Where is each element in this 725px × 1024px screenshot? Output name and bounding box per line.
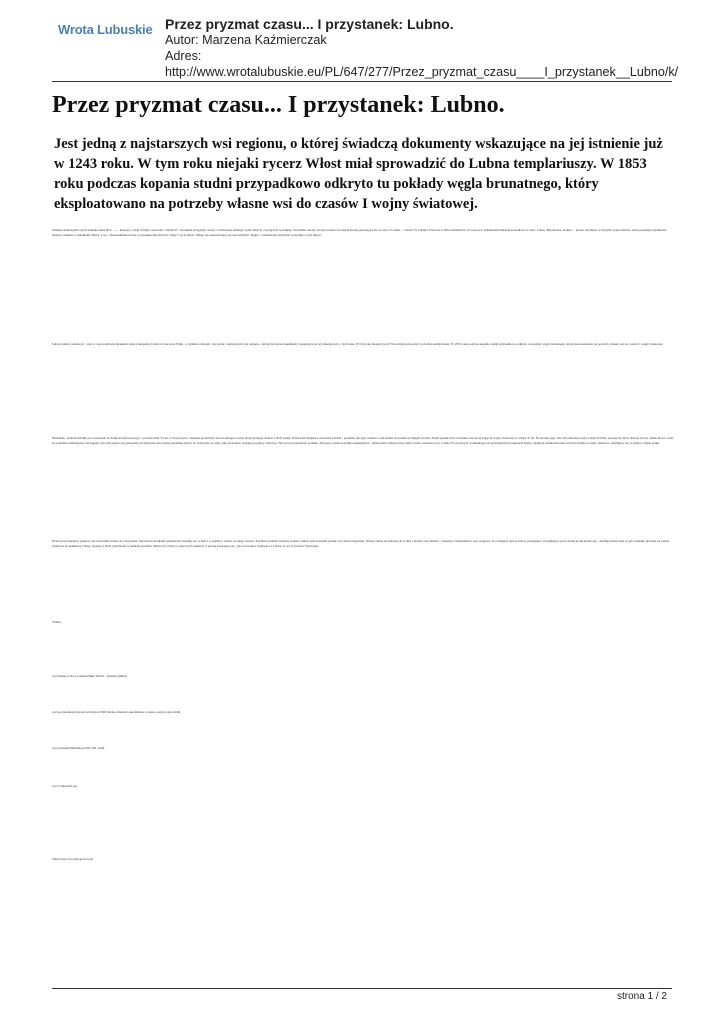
article-paragraph-3: Niedaleko, obok Kościółka pod wezwanie do Parku krajobrazowego, o powierzchni 5,5 ha, w którym jest z dalekiej przeszłości na nas zerkające ruiny neogotyckiego Pałacu z XIX wieku. Właściciel majątku z nazwiska Teichel - podobno jak jego rodzina i cała służba, był nadzwyczajnym sercem. Zmarł jednak dość wcześnie, nie doczywając II wojny światowej w wieku 37 lat. Na terenie jego, dwa lata młodszej żony Celiny Teichel, zaczęły się dziać dziwne rzeczy. Jedna mówi o tym, że popełniła samobójstwo naciągając dwa chwytające się pozwalały na dzisiejsze dni. Druga natomiast mówi, że zobaczyła we śnie, jaką przyszłość szykują jej pałacy sześcioro. Nie jest potwierdzone podanie, dlaczego Celina popełniła samobójstwo. Ostatecznie samym wójtą dzieci, które osadzone przy ścianie. Po nowszych wymieniających posiadłościach pogłosach krąży, ciągnięty koński karawan zawiózł trumnę na mały cmentarz, znajdujący się w jednej z alejek parku. bbox=[52, 436, 674, 445]
header-divider bbox=[52, 81, 672, 82]
source-link-1[interactable]: www.lubno.ovh.pl, Lubuszańskie Wieści - gazetka gminna bbox=[52, 674, 127, 678]
source-link-2[interactable]: www.polskaniezwykla.pl/web/place/21905.lubno-cmentarz-zapomniany-w-lesie-i-ruiny-palacu.html bbox=[52, 710, 181, 714]
logo: Wrota Lubuskie bbox=[58, 22, 153, 37]
source-link-4[interactable]: www.wikipedia.org bbox=[52, 784, 78, 788]
article-paragraph-2: Lubno (niem. Liebenow) - wieś w województwie lubuskim, leżąca niespełna 14 km od Gorzowa Wlkp., w gminie Lubiszyn. Jest jedną z najstarszych wsi regionu, o której świadczą dokumenty wskazujące na jej istnienie już w 1243 roku. W tym roku niejaki rycerz Włost miał sprowadzić do Lubna templariuszy. W 1853 roku podczas kopania studni przypadkowo odkryto tu pokłady węgla brunatnego, który eksploatowano na potrzeby własne wsi do czasów I wojny światowej. bbox=[52, 342, 664, 346]
source-link-3[interactable]: www.zwiedzajlubuskie.pl/561,536_.html bbox=[52, 746, 105, 750]
article-lead: Jest jedną z najstarszych wsi regionu, o której świadczą dokumenty wskazujące na jej istnienie już w 1243 roku. W tym roku niejaki rycerz Włost miał sprowadzić do Lubna templariuszy. W 1853 roku podczas kopania studni przypadkowo odkryto tu pokłady węgla brunatnego, który eksploatowano na potrzeby własne wsi do czasów I wojny światowej. bbox=[54, 136, 663, 212]
document-header bbox=[165, 16, 705, 80]
article-paragraph-1: Właśnie skończyłam czytać książkę Anne Rice – „... kolejną z cyklu "Dzieje czarownic z Mayfair". Zaczęłam przeglądać strony w Internecie szukając opinii innych, czytających tę książkę. Wróciłam, słuchy, strony, kobieta na białym koniu pojawiająca się w lesie w Lubnie ... Gdzie? W Lubnie? Przecież to kilka kilometrów od Gorzowa. Zdumiałam tematem posiadłości w sieci: Lubno, Baranówka, Kołpin ... prawie 40 miejsc w naszym województwie, które posiadają tajemnicze historie, niektóre z okładkami folklor w tle... Przeszukałam strony w poszukiwaniu historii i zdjęć z tych miejsc. Długo nie zastanawiając się sprawdziłam "magię" i zamierzam odwiedzić wszystkie z tych miejsc. bbox=[52, 228, 667, 237]
article-title: Przez pryzmat czasu... I przystanek: Lubno. bbox=[52, 92, 505, 118]
article-paragraph-4: Dziś nawet zakończy parkowe już niezwykłe trudno do odczytania. Ogrodzony źródłami cmentarzyk znajduje się w lesie i w kaplicy i trudno do niego dotrzeć. Podobno siedziba niestety zatarło i ludzie dziś posiadali jednak trzy tablice nagrobne. Wierzę siebie na nadzieję do Celiny i Karola von Teichel - czekamy z uśmiechem z tego wzgórza, że w miejscu tym te nazwy pożegnane i przyjmujące przez ducha grodu kobiecego - działają mistycznie w tym wielkim ogrodzie na Lubno. Gdzieś tu na kamienną Celinę, zgodną w bieli, przechodzi w kamień, podobno miejscowi widzą w parkowych alejkach w pewną krzątającą się - jak czarownica wędrująca z Lubna. A czy to prawda? Sprawdzę. bbox=[52, 539, 670, 548]
footer-divider bbox=[52, 988, 672, 989]
source-link-5[interactable]: Tekst: http://www.mygorzow.pl/ bbox=[52, 857, 94, 861]
header-title: Przez pryzmat czasu... I przystanek: Lubno. bbox=[165, 16, 454, 32]
header-url-link[interactable]: http://www.wrotalubuskie.eu/PL/647/277/Przez_pryzmat_czasu____I_przystanek__Lubno/k/ bbox=[165, 65, 679, 79]
header-address-label: Adres: bbox=[165, 49, 202, 63]
page-number: strona 1 / 2 bbox=[616, 991, 667, 1002]
sources-heading: Źródło: bbox=[52, 620, 62, 624]
header-author: Autor: Marzena Kaźmierczak bbox=[165, 33, 327, 47]
